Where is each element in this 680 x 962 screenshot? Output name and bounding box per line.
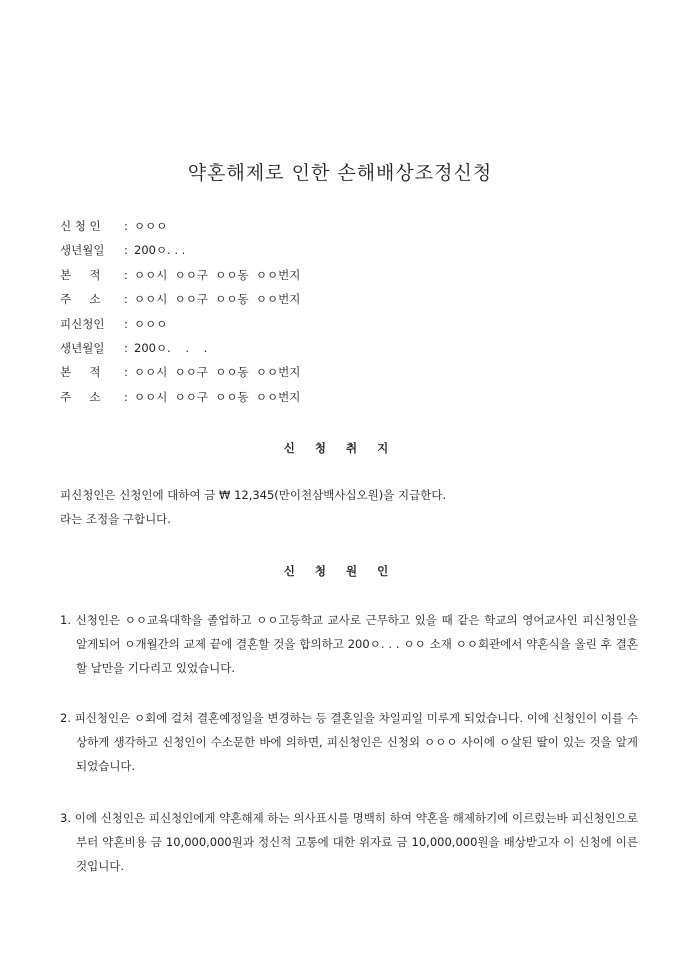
field-label: 생년월일 <box>60 243 105 258</box>
applicant-name-row: 신 청 인 : ㅇㅇㅇ <box>60 214 300 238</box>
respondent-domicile-row: 본 적 : ㅇㅇ시 ㅇㅇ구 ㅇㅇ동 ㅇㅇ번지 <box>60 360 300 384</box>
field-label: 주 소 <box>60 292 101 307</box>
field-label: 신 청 인 <box>60 219 101 233</box>
document-title: 약혼해제로 인한 손해배상조정신청 <box>187 162 493 184</box>
field-value: 200ㅇ. . . <box>134 243 186 258</box>
party-info <box>60 214 300 409</box>
field-value: ㅇㅇㅇ <box>134 219 168 233</box>
field-value: ㅇㅇ시 ㅇㅇ구 ㅇㅇ동 ㅇㅇ번지 <box>134 267 301 282</box>
field-value: ㅇㅇ시 ㅇㅇ구 ㅇㅇ동 ㅇㅇ번지 <box>134 365 301 380</box>
field-value: 200ㅇ. . . <box>134 340 208 355</box>
purpose-line: 라는 조정을 구합니다. <box>60 512 171 526</box>
field-label: 생년월일 <box>60 340 105 355</box>
field-label: 피신청인 <box>60 316 105 331</box>
field-value: ㅇㅇ시 ㅇㅇ구 ㅇㅇ동 ㅇㅇ번지 <box>134 389 301 404</box>
field-label: 본 적 <box>60 267 101 282</box>
reasons-heading: 신 청 원 인 <box>283 564 397 578</box>
purpose-line: 피신청인은 신청인에 대하여 금 ₩ 12,345(만이천삼백사십오원)을 지급한다. <box>60 488 447 502</box>
purpose-heading: 신 청 취 지 <box>283 441 397 455</box>
respondent-address-row: 주 소 : ㅇㅇ시 ㅇㅇ구 ㅇㅇ동 ㅇㅇ번지 <box>60 385 300 409</box>
field-value: ㅇㅇㅇ <box>134 316 168 331</box>
applicant-birthdate-row: 생년월일 : 200ㅇ. . . <box>60 238 300 262</box>
reason-item-1: 1. 신청인은 ㅇㅇ교육대학을 졸업하고 ㅇㅇ고등학교 교사로 근무하고 있을 때 같은 학교의 영어교사인 피신청인을 알게되어 ㅇ개월간의 교제 끝에 결혼할 것을 합의하고 200ㅇ. . . ㅇㅇ 소재 ㅇㅇ회관에서 약혼식을 올린 후 결혼할 날만을 기다리고 있었습니다. <box>60 613 638 675</box>
field-label: 본 적 <box>60 365 101 380</box>
respondent-name-row: 피신청인 : ㅇㅇㅇ <box>60 312 300 336</box>
field-value: ㅇㅇ시 ㅇㅇ구 ㅇㅇ동 ㅇㅇ번지 <box>134 292 301 307</box>
reason-item-2: 2. 피신청인은 ㅇ회에 걸쳐 결혼예정일을 변경하는 등 결혼일을 차일피일 미루게 되었습니다. 이에 신청인이 이를 수상하게 생각하고 신청인이 수소문한 바에 의하면, 피신청인은 신청외 ㅇㅇㅇ 사이에 ㅇ살된 딸이 있는 것을 알게 되었습니다. <box>60 711 638 773</box>
field-label: 주 소 <box>60 389 101 404</box>
applicant-address-row: 주 소 : ㅇㅇ시 ㅇㅇ구 ㅇㅇ동 ㅇㅇ번지 <box>60 287 300 311</box>
applicant-domicile-row: 본 적 : ㅇㅇ시 ㅇㅇ구 ㅇㅇ동 ㅇㅇ번지 <box>60 263 300 287</box>
reason-item-3: 3. 이에 신청인은 피신청인에게 약혼해제 하는 의사표시를 명백히 하여 약혼을 해제하기에 이르렀는바 피신청인으로부터 약혼비용 금 10,000,000원과 정신적 고통에 대한 위자료 금 10,000,000원을 배상받고자 이 신청에 이른 것입니다. <box>60 811 638 873</box>
purpose-text <box>60 483 620 531</box>
respondent-birthdate-row: 생년월일 : 200ㅇ. . . <box>60 336 300 360</box>
